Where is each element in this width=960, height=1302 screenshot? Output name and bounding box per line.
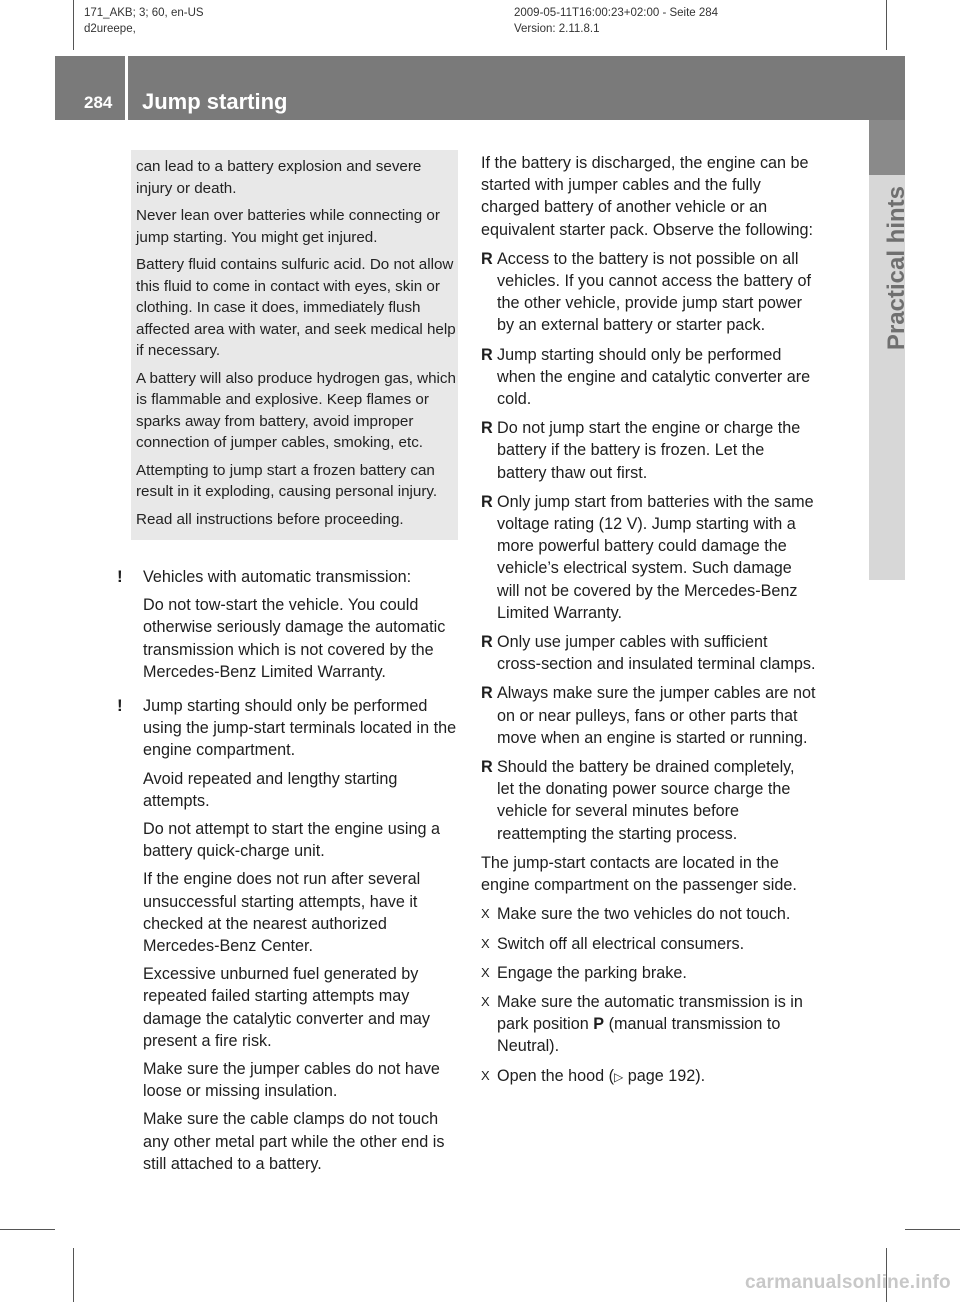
note-paragraph: Do not attempt to start the engine using a battery quick-charge unit. [143,820,440,861]
side-tab-upper [869,120,905,175]
step-text [497,1067,705,1085]
section-tab-label: Practical hints [883,186,910,351]
bullet-icon: R [481,684,493,703]
park-position-label: P [593,1015,605,1034]
footer-watermark: carmanualsonline.info [745,1272,951,1293]
step-text-part: Open the hood ( [497,1066,614,1085]
note-paragraph: If the engine does not run after several unsuccessful starting attempts, have it checked at the nearest authorized Mercedes-Benz Center. [143,870,421,956]
list-item [481,756,816,845]
print-meta-right-2: Version: 2.11.8.1 [514,23,600,35]
warning-paragraph: Never lean over batteries while connecting or jump starting. You might get injured. [136,207,440,246]
step-text-part: (manual transmission to Neutral). [497,1015,781,1056]
note-paragraph: Excessive unburned fuel generated by repeated failed starting attempts may damage the catalytic converter and may present a fire risk. [143,965,431,1050]
list-item [481,344,816,411]
bullet-text: Jump starting should only be performed when the engine and catalytic converter are cold. [497,345,811,409]
list-item [481,682,816,749]
step-arrow-icon: X [481,993,490,1009]
step-item [481,962,816,984]
step-text-part: Make sure the automatic transmission is in park position [497,992,803,1034]
crop-mark-right-horizontal [905,1229,960,1230]
step-item [481,1065,816,1088]
bullet-text: Always make sure the jumper cables are not on or near pulleys, fans or other parts that move when an engine is started or running. [497,684,816,747]
warning-paragraph: Read all instructions before proceeding. [136,510,404,528]
warning-paragraph: can lead to a battery explosion and severe injury or death. [136,158,422,197]
bullet-text: Access to the battery is not possible on all vehicles. If you cannot access the battery of the other vehicle, provide jump start power by an external battery or starter pack. [497,249,812,335]
bullet-icon: R [481,633,493,652]
list-item [481,631,816,675]
left-column [117,566,462,1187]
crop-mark-top-right [886,0,887,50]
bullet-icon: R [481,249,493,268]
bullet-text: Only jump start from batteries with the same voltage rating (12 V). Jump starting with a more powerful battery could damage the vehicle’s electrical system. Such damage will not be covered by the Mercedes-Benz Limited Warranty. [497,492,814,622]
warning-paragraph: Battery fluid contains sulfuric acid. Do not allow this fluid to come in contact with eyes, skin or clothing. In case it does, immediately flush affected area with water, and seek medical help if necessary. [136,256,456,359]
bullet-text: Should the battery be drained completely, let the donating power source charge the vehicle for several minutes before reattempting the starting process. [497,758,795,843]
side-tab-top [869,56,905,120]
bullet-icon: R [481,492,493,511]
bullet-icon: R [481,758,493,777]
step-arrow-icon: X [481,906,490,922]
bullet-text: Do not jump start the engine or charge the battery if the battery is frozen. Let the battery thaw out first. [497,419,801,482]
page-reference-icon: ▷ [614,1069,624,1084]
note-paragraph: Jump starting should only be performed using the jump-start terminals located in the engine compartment. [143,697,457,760]
right-column [481,152,816,1095]
warning-paragraph: A battery will also produce hydrogen gas, which is flammable and explosive. Keep flames or sparks away from battery, avoid improper connection of jumper cables, smoking, etc. [136,369,456,451]
crop-mark-bottom-left [73,1248,74,1302]
print-meta-right-1: 2009-05-11T16:00:23+02:00 - Seite 284 [514,7,719,19]
step-arrow-icon: X [481,1067,490,1083]
list-item [481,491,816,624]
note-paragraph: Make sure the jumper cables do not have loose or missing insulation. [143,1060,440,1101]
crop-mark-left-horizontal [0,1229,55,1230]
intro-paragraph: If the battery is discharged, the engine can be started with jumper cables and the fully charged battery of another vehicle or an equivalent starter pack. Observe the following: [481,154,814,239]
crop-mark-top-left [73,0,74,50]
note-automatic-transmission [117,566,462,683]
note-paragraph: Make sure the cable clamps do not touch any other metal part while the other end is still attached to a battery. [143,1110,445,1173]
exclamation-icon: ! [117,696,123,716]
step-item [481,903,816,925]
bullet-icon: R [481,345,493,364]
warning-box [131,150,458,540]
step-text: Engage the parking brake. [497,963,687,982]
header-separator [125,56,128,120]
step-text: Switch off all electrical consumers. [497,934,745,953]
step-text [497,993,803,1055]
note-paragraph: Do not tow-start the vehicle. You could otherwise seriously damage the automatic transmission which is not covered by the Mercedes-Benz Limited Warranty. [143,596,446,681]
step-item [481,933,816,955]
step-arrow-icon: X [481,935,490,951]
bullet-text: Only use jumper cables with sufficient cross-section and insulated terminal clamps. [497,633,816,674]
bullet-icon: R [481,419,493,438]
contacts-paragraph: The jump-start contacts are located in the engine compartment on the passenger side. [481,853,797,895]
list-item [481,417,816,484]
print-meta-left-1: 171_AKB; 3; 60, en-US [84,7,204,19]
page-title: Jump starting [142,89,288,114]
exclamation-icon: ! [117,567,123,586]
step-item [481,991,816,1058]
print-meta-left-2: d2ureepe, [84,23,136,35]
step-text: Make sure the two vehicles do not touch. [497,905,791,924]
warning-paragraph: Attempting to jump start a frozen battery can result in it exploding, causing personal injury. [136,461,438,500]
note-jump-terminals [117,695,462,1175]
page-reference-link[interactable]: page 192). [623,1066,706,1085]
warning-text [136,156,456,536]
list-item [481,248,816,337]
page-number: 284 [84,93,113,112]
step-arrow-icon: X [481,964,490,980]
note-paragraph: Vehicles with automatic transmission: [143,568,412,586]
note-paragraph: Avoid repeated and lengthy starting attempts. [143,769,398,810]
